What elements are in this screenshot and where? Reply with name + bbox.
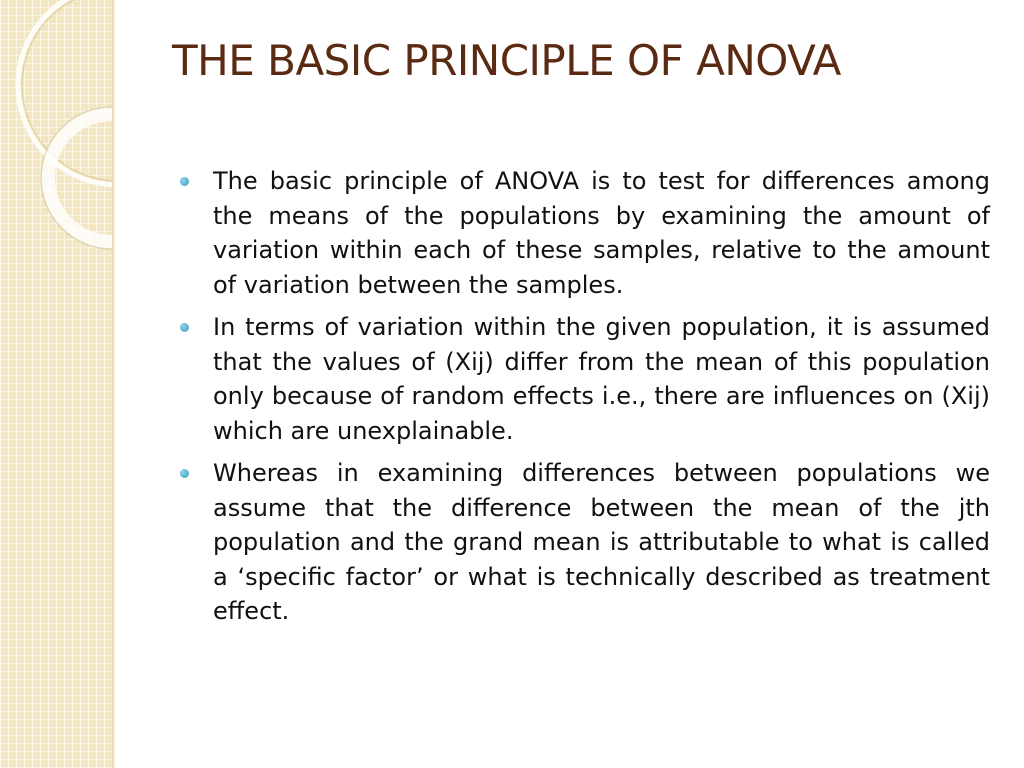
bullet-text: In terms of variation within the given population, it is assumed that the values of (Xij) differ from the mean of this population only because of random effects i.e., there are influences on (Xij) which are unexplainable. <box>213 313 990 445</box>
bullet-dot-icon <box>180 177 189 186</box>
list-item <box>180 164 990 302</box>
side-panel-edge <box>112 0 116 768</box>
bullet-text: The basic principle of ANOVA is to test for differences among the means of the populations by examining the amount of variation within each of these samples, relative to the amount of variation between the samples. <box>213 167 990 299</box>
bullet-list <box>180 164 990 637</box>
decorative-side-panel <box>0 0 112 768</box>
slide-title: THE BASIC PRINCIPLE OF ANOVA <box>172 36 841 85</box>
bullet-dot-icon <box>180 469 189 478</box>
list-item <box>180 310 990 448</box>
list-item <box>180 456 990 629</box>
bullet-text: Whereas in examining differences between populations we assume that the difference between the mean of the jth population and the grand mean is attributable to what is called a ‘specific factor’ or what is technically described as treatment effect. <box>213 459 990 625</box>
decorative-rings-icon <box>0 0 112 768</box>
bullet-dot-icon <box>180 323 189 332</box>
